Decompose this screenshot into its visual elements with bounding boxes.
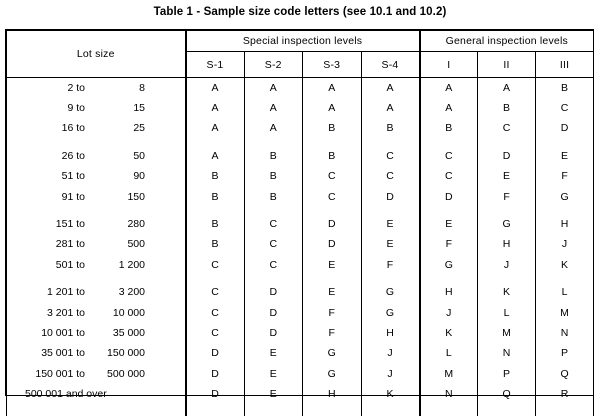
lot-size-lower-bound: 91 to <box>7 191 85 203</box>
cell-code-letter: K <box>361 384 420 404</box>
lot-size-upper-bound: 50 <box>85 150 145 162</box>
cell-code-letter: E <box>244 343 303 363</box>
cell-lot-size <box>7 323 186 343</box>
cell-code-letter: J <box>478 255 536 275</box>
cell-code-letter: J <box>420 302 478 322</box>
cell-code-letter: A <box>420 78 478 98</box>
cell-lot-size <box>7 118 186 138</box>
cell-code-letter: C <box>303 186 362 206</box>
cell-code-letter: K <box>420 323 478 343</box>
cell-code-letter: B <box>303 118 362 138</box>
table-row <box>7 255 594 275</box>
cell-code-letter: C <box>244 255 303 275</box>
table-row <box>7 282 594 302</box>
column-header-general-iii: III <box>536 52 594 78</box>
lot-size-upper-bound: 1 200 <box>85 259 145 271</box>
cell-code-letter: A <box>186 146 245 166</box>
cell-code-letter: C <box>420 146 478 166</box>
spacer-cell <box>7 275 186 282</box>
cell-code-letter: C <box>420 166 478 186</box>
cell-code-letter: G <box>420 255 478 275</box>
spacer-cell <box>303 275 362 282</box>
cell-code-letter: B <box>186 214 245 234</box>
spacer-cell <box>478 139 536 146</box>
cell-code-letter: J <box>361 343 420 363</box>
cell-code-letter: B <box>303 146 362 166</box>
cell-code-letter: C <box>186 255 245 275</box>
lot-size-upper-bound: 150 <box>85 191 145 203</box>
cell-code-letter: F <box>420 234 478 254</box>
cell-code-letter: H <box>303 384 362 404</box>
spacer-cell <box>420 275 478 282</box>
column-header-general-i: I <box>420 52 478 78</box>
cell-code-letter: B <box>478 98 536 118</box>
cell-code-letter: N <box>478 343 536 363</box>
table-row <box>7 323 594 343</box>
cell-code-letter: D <box>303 214 362 234</box>
page-title: Table 1 - Sample size code letters (see 10.1 and 10.2) <box>0 5 600 19</box>
cell-lot-size <box>7 78 186 98</box>
lot-size-lower-bound: 9 to <box>7 102 85 114</box>
cell-code-letter: C <box>536 98 594 118</box>
spacer-cell <box>186 207 245 214</box>
cell-code-letter: E <box>536 146 594 166</box>
padding-cell <box>536 404 594 416</box>
lot-size-lower-bound: 51 to <box>7 170 85 182</box>
cell-code-letter: M <box>478 323 536 343</box>
cell-code-letter: B <box>186 234 245 254</box>
lot-size-upper-bound: 35 000 <box>85 327 145 339</box>
cell-code-letter: J <box>361 364 420 384</box>
lot-size-upper-bound: 25 <box>85 122 145 134</box>
lot-size-upper-bound: 15 <box>85 102 145 114</box>
column-header-s1: S-1 <box>186 52 245 78</box>
cell-code-letter: D <box>244 302 303 322</box>
table-row <box>7 118 594 138</box>
cell-code-letter: E <box>244 364 303 384</box>
cell-code-letter: A <box>420 98 478 118</box>
cell-code-letter: C <box>186 323 245 343</box>
cell-code-letter: E <box>361 234 420 254</box>
cell-code-letter: A <box>303 78 362 98</box>
table-row <box>7 364 594 384</box>
cell-code-letter: B <box>186 186 245 206</box>
cell-code-letter: D <box>420 186 478 206</box>
lot-size-upper-bound: 280 <box>85 218 145 230</box>
cell-code-letter: A <box>186 98 245 118</box>
table-row <box>7 166 594 186</box>
spacer-cell <box>303 207 362 214</box>
lot-size-upper-bound: 3 200 <box>85 286 145 298</box>
spacer-cell <box>420 207 478 214</box>
spacer-cell <box>420 139 478 146</box>
row-group-spacer <box>7 275 594 282</box>
cell-code-letter: K <box>536 255 594 275</box>
cell-code-letter: L <box>478 302 536 322</box>
cell-code-letter: A <box>478 78 536 98</box>
cell-code-letter: A <box>186 78 245 98</box>
cell-code-letter: P <box>536 343 594 363</box>
cell-lot-size <box>7 166 186 186</box>
spacer-cell <box>361 139 420 146</box>
cell-code-letter: A <box>244 118 303 138</box>
cell-code-letter: G <box>361 302 420 322</box>
table-row <box>7 186 594 206</box>
cell-code-letter: L <box>536 282 594 302</box>
spacer-cell <box>7 139 186 146</box>
spacer-cell <box>478 207 536 214</box>
cell-lot-size <box>7 384 186 404</box>
padding-cell <box>361 404 420 416</box>
table-row <box>7 384 594 404</box>
cell-code-letter: B <box>244 186 303 206</box>
spacer-cell <box>244 139 303 146</box>
cell-code-letter: D <box>186 343 245 363</box>
table-body <box>7 78 594 416</box>
table-row <box>7 234 594 254</box>
cell-code-letter: F <box>361 255 420 275</box>
cell-code-letter: H <box>478 234 536 254</box>
row-group-spacer <box>7 139 594 146</box>
row-group-spacer <box>7 207 594 214</box>
cell-lot-size <box>7 343 186 363</box>
cell-code-letter: A <box>186 118 245 138</box>
lot-size-lower-bound: 3 201 to <box>7 307 85 319</box>
lot-size-lower-bound: 281 to <box>7 238 85 250</box>
cell-lot-size <box>7 98 186 118</box>
table-grid <box>6 30 594 416</box>
cell-code-letter: C <box>244 234 303 254</box>
spacer-cell <box>361 275 420 282</box>
spacer-cell <box>536 139 594 146</box>
column-group-special-inspection-levels: Special inspection levels <box>186 31 420 52</box>
cell-code-letter: B <box>536 78 594 98</box>
cell-lot-size <box>7 282 186 302</box>
lot-size-lower-bound: 26 to <box>7 150 85 162</box>
cell-code-letter: E <box>478 166 536 186</box>
table-bottom-padding <box>7 404 594 416</box>
table-row <box>7 98 594 118</box>
cell-code-letter: D <box>303 234 362 254</box>
lot-size-upper-bound: 500 <box>85 238 145 250</box>
cell-code-letter: C <box>303 166 362 186</box>
lot-size-lower-bound: 1 201 to <box>7 286 85 298</box>
cell-code-letter: G <box>303 343 362 363</box>
cell-code-letter: D <box>478 146 536 166</box>
column-header-s4: S-4 <box>361 52 420 78</box>
cell-code-letter: R <box>536 384 594 404</box>
padding-cell <box>186 404 245 416</box>
cell-code-letter: B <box>244 146 303 166</box>
column-header-general-ii: II <box>478 52 536 78</box>
table-row <box>7 343 594 363</box>
spacer-cell <box>303 139 362 146</box>
lot-size-upper-bound: 90 <box>85 170 145 182</box>
cell-code-letter: Q <box>536 364 594 384</box>
lot-size-upper-bound: 10 000 <box>85 307 145 319</box>
lot-size-text: 500 001 and over <box>25 388 107 400</box>
cell-code-letter: C <box>244 214 303 234</box>
lot-size-lower-bound: 501 to <box>7 259 85 271</box>
table-row <box>7 302 594 322</box>
cell-code-letter: E <box>244 384 303 404</box>
cell-code-letter: J <box>536 234 594 254</box>
cell-code-letter: M <box>536 302 594 322</box>
padding-cell <box>244 404 303 416</box>
cell-code-letter: D <box>186 384 245 404</box>
spacer-cell <box>536 207 594 214</box>
cell-code-letter: A <box>361 98 420 118</box>
cell-lot-size <box>7 255 186 275</box>
cell-code-letter: B <box>361 118 420 138</box>
cell-lot-size <box>7 214 186 234</box>
cell-code-letter: G <box>303 364 362 384</box>
cell-code-letter: C <box>186 302 245 322</box>
column-header-s3: S-3 <box>303 52 362 78</box>
cell-code-letter: G <box>536 186 594 206</box>
table-row <box>7 146 594 166</box>
cell-code-letter: G <box>478 214 536 234</box>
cell-code-letter: F <box>303 302 362 322</box>
spacer-cell <box>478 275 536 282</box>
padding-cell <box>478 404 536 416</box>
sample-size-table <box>5 29 594 396</box>
spacer-cell <box>7 207 186 214</box>
table-row <box>7 214 594 234</box>
cell-code-letter: B <box>244 166 303 186</box>
padding-cell <box>420 404 478 416</box>
cell-code-letter: A <box>361 78 420 98</box>
cell-code-letter: P <box>478 364 536 384</box>
cell-lot-size <box>7 302 186 322</box>
header-group-row <box>7 31 594 52</box>
spacer-cell <box>244 207 303 214</box>
cell-code-letter: K <box>478 282 536 302</box>
table-header <box>7 31 594 78</box>
cell-code-letter: F <box>478 186 536 206</box>
cell-code-letter: A <box>303 98 362 118</box>
cell-code-letter: N <box>420 384 478 404</box>
cell-lot-size <box>7 186 186 206</box>
cell-code-letter: A <box>244 98 303 118</box>
padding-cell <box>7 404 186 416</box>
lot-size-lower-bound: 150 001 to <box>7 368 85 380</box>
spacer-cell <box>186 275 245 282</box>
cell-code-letter: H <box>420 282 478 302</box>
table-row <box>7 78 594 98</box>
cell-code-letter: G <box>361 282 420 302</box>
cell-lot-size <box>7 234 186 254</box>
cell-code-letter: B <box>420 118 478 138</box>
cell-code-letter: F <box>536 166 594 186</box>
padding-cell <box>303 404 362 416</box>
cell-code-letter: C <box>186 282 245 302</box>
cell-code-letter: C <box>361 146 420 166</box>
cell-code-letter: B <box>186 166 245 186</box>
cell-lot-size <box>7 364 186 384</box>
cell-code-letter: D <box>244 323 303 343</box>
column-header-s2: S-2 <box>244 52 303 78</box>
column-group-general-inspection-levels: General inspection levels <box>420 31 594 52</box>
lot-size-lower-bound: 151 to <box>7 218 85 230</box>
cell-code-letter: E <box>420 214 478 234</box>
lot-size-lower-bound: 10 001 to <box>7 327 85 339</box>
cell-code-letter: Q <box>478 384 536 404</box>
cell-code-letter: D <box>536 118 594 138</box>
lot-size-lower-bound: 35 001 to <box>7 347 85 359</box>
cell-code-letter: D <box>361 186 420 206</box>
spacer-cell <box>536 275 594 282</box>
column-header-lot-size: Lot size <box>7 31 186 78</box>
lot-size-upper-bound: 8 <box>85 82 145 94</box>
lot-size-upper-bound: 150 000 <box>85 347 145 359</box>
cell-code-letter: M <box>420 364 478 384</box>
cell-lot-size <box>7 146 186 166</box>
cell-code-letter: C <box>361 166 420 186</box>
cell-code-letter: D <box>244 282 303 302</box>
cell-code-letter: A <box>244 78 303 98</box>
cell-code-letter: E <box>303 282 362 302</box>
cell-code-letter: E <box>303 255 362 275</box>
spacer-cell <box>361 207 420 214</box>
lot-size-upper-bound: 500 000 <box>85 368 145 380</box>
lot-size-lower-bound: 16 to <box>7 122 85 134</box>
cell-code-letter: L <box>420 343 478 363</box>
spacer-cell <box>244 275 303 282</box>
cell-code-letter: D <box>186 364 245 384</box>
cell-code-letter: H <box>361 323 420 343</box>
cell-code-letter: N <box>536 323 594 343</box>
cell-code-letter: H <box>536 214 594 234</box>
cell-code-letter: F <box>303 323 362 343</box>
spacer-cell <box>186 139 245 146</box>
cell-code-letter: E <box>361 214 420 234</box>
lot-size-lower-bound: 2 to <box>7 82 85 94</box>
cell-code-letter: C <box>478 118 536 138</box>
